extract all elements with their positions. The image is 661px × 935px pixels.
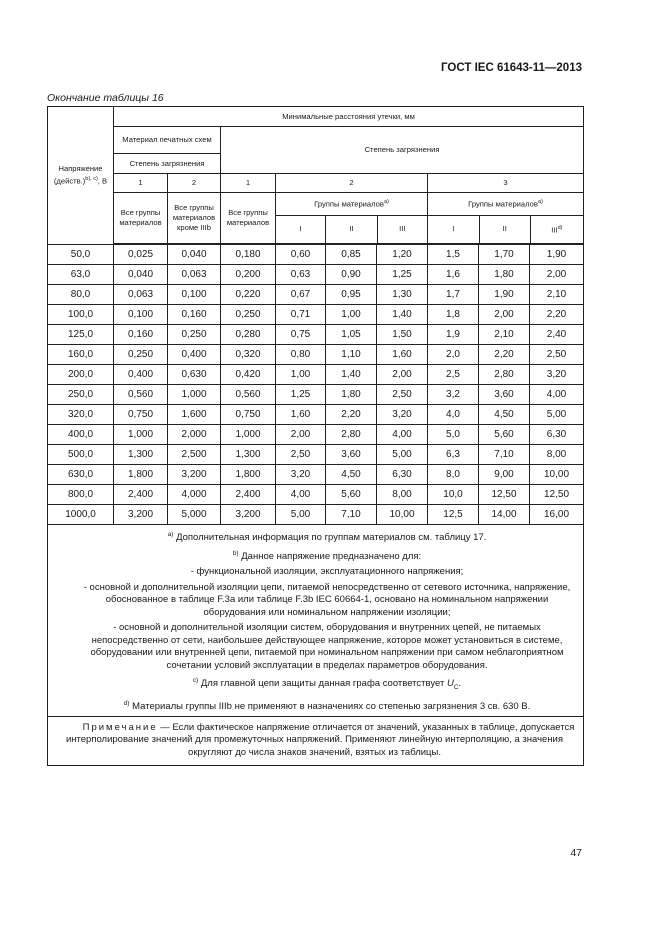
value-cell: 0,90 (326, 265, 377, 285)
value-cell: 2,400 (114, 485, 168, 505)
min-creepage-header: Минимальные расстояния утечки, мм (114, 107, 584, 127)
value-cell: 7,10 (326, 505, 377, 525)
value-cell: 0,85 (326, 244, 377, 265)
value-cell: 1,60 (276, 405, 326, 425)
value-cell: 1,30 (377, 285, 428, 305)
footnotes-cell (48, 525, 584, 717)
value-cell: 1,8 (428, 305, 479, 325)
value-cell: 2,5 (428, 365, 479, 385)
voltage-cell: 160,0 (48, 345, 114, 365)
value-cell: 12,5 (428, 505, 479, 525)
voltage-cell: 500,0 (48, 445, 114, 465)
value-cell: 2,50 (276, 445, 326, 465)
value-cell: 7,10 (479, 445, 530, 465)
value-cell: 8,00 (530, 445, 584, 465)
material-groups-deg2: Группы материалов$^{a)}$ I II III (276, 193, 428, 245)
voltage-cell: 100,0 (48, 305, 114, 325)
value-cell: 0,60 (276, 244, 326, 265)
value-cell: 10,00 (530, 465, 584, 485)
value-cell: 0,160 (114, 325, 168, 345)
value-cell: 1,10 (326, 345, 377, 365)
creepage-table (47, 106, 584, 766)
table-row (48, 365, 584, 385)
voltage-cell: 320,0 (48, 405, 114, 425)
pcb-degree-1: 1 (114, 174, 168, 193)
table-row (48, 305, 584, 325)
value-cell: 2,00 (530, 265, 584, 285)
value-cell: 0,040 (114, 265, 168, 285)
value-cell: 2,00 (276, 425, 326, 445)
value-cell: 2,400 (221, 485, 276, 505)
value-cell: 10,00 (377, 505, 428, 525)
value-cell: 0,100 (168, 285, 221, 305)
value-cell: 0,630 (168, 365, 221, 385)
value-cell: 1,20 (377, 244, 428, 265)
value-cell: 6,30 (377, 465, 428, 485)
footnote-b1: - функциональной изоляции, эксплуатационного напряжения; (190, 566, 464, 578)
value-cell: 2,50 (377, 385, 428, 405)
degree-1: 1 (221, 174, 276, 193)
table-header (48, 107, 584, 245)
value-cell: 0,750 (114, 405, 168, 425)
table-row (48, 505, 584, 525)
value-cell: 1,9 (428, 325, 479, 345)
value-cell: 0,250 (221, 305, 276, 325)
table-row (48, 244, 584, 265)
value-cell: 0,100 (114, 305, 168, 325)
table-row (48, 385, 584, 405)
value-cell: 4,00 (530, 385, 584, 405)
voltage-cell: 1000,0 (48, 505, 114, 525)
value-cell: 0,280 (221, 325, 276, 345)
value-cell: 3,2 (428, 385, 479, 405)
standard-designation: ГОСТ IEC 61643-11—2013 (441, 62, 582, 74)
pcb-pollution-degree-header: Степень загрязнения (114, 154, 221, 174)
value-cell: 1,00 (326, 305, 377, 325)
value-cell: 0,95 (326, 285, 377, 305)
value-cell: 5,00 (276, 505, 326, 525)
voltage-cell: 250,0 (48, 385, 114, 405)
pcb-all-materials-except: Все группы материалов кроме IIIb (168, 193, 221, 245)
value-cell: 1,600 (168, 405, 221, 425)
pcb-material-header: Материал печатных схем (114, 127, 221, 154)
value-cell: 2,50 (530, 345, 584, 365)
value-cell: 5,60 (326, 485, 377, 505)
value-cell: 2,0 (428, 345, 479, 365)
value-cell: 3,60 (479, 385, 530, 405)
value-cell: 5,00 (530, 405, 584, 425)
value-cell: 2,10 (479, 325, 530, 345)
value-cell: 1,800 (221, 465, 276, 485)
voltage-cell: 80,0 (48, 285, 114, 305)
value-cell: 0,250 (114, 345, 168, 365)
value-cell: 3,20 (377, 405, 428, 425)
value-cell: 1,80 (479, 265, 530, 285)
value-cell: 10,0 (428, 485, 479, 505)
value-cell: 5,00 (377, 445, 428, 465)
value-cell: 1,70 (479, 244, 530, 265)
table-row (48, 265, 584, 285)
footnote-b2: - основной и дополнительной изоляции цепи, питаемой непосредственно от сетевого источника, напряжение, обоснованное в таблице F.3a или таблице F.3b IEC 60664-1, основано на номинальном напряжении оборудования или номинальном напряжении изоляции; (83, 581, 571, 618)
pcb-all-materials-1: Все группы материалов (114, 193, 168, 245)
degree-3: 3 (428, 174, 584, 193)
value-cell: 3,200 (221, 505, 276, 525)
value-cell: 1,90 (530, 244, 584, 265)
table-row (48, 285, 584, 305)
value-cell: 5,000 (168, 505, 221, 525)
value-cell: 2,80 (479, 365, 530, 385)
value-cell: 9,00 (479, 465, 530, 485)
value-cell: 1,25 (377, 265, 428, 285)
value-cell: 1,000 (221, 425, 276, 445)
value-cell: 2,40 (530, 325, 584, 345)
value-cell: 0,063 (114, 285, 168, 305)
value-cell: 1,000 (114, 425, 168, 445)
value-cell: 3,20 (530, 365, 584, 385)
note-cell (48, 716, 584, 766)
value-cell: 1,40 (377, 305, 428, 325)
voltage-cell: 630,0 (48, 465, 114, 485)
value-cell: 1,300 (221, 445, 276, 465)
value-cell: 12,50 (530, 485, 584, 505)
value-cell: 3,200 (168, 465, 221, 485)
footnote-d: $^{d)}$ Материалы группы IIIb не применяют в назначениях со степенью загрязнения 3 св. 630 В. (123, 699, 531, 713)
note-text: — Если фактическое напряжение отличается от значений, указанных в таблице, допускается интерполирование значений для промежуточных напряжений. Применяют линейную интерполяцию, а значения округляют до числа знаков значений, взятых из таблицы. (65, 721, 575, 758)
footnote-c: $^{c)}$ Для главной цепи защиты данная графа соответствует $U_C$. (192, 677, 462, 692)
value-cell: 1,50 (377, 325, 428, 345)
voltage-cell: 125,0 (48, 325, 114, 345)
value-cell: 3,20 (276, 465, 326, 485)
value-cell: 4,00 (377, 425, 428, 445)
value-cell: 1,80 (326, 385, 377, 405)
value-cell: 14,00 (479, 505, 530, 525)
value-cell: 6,3 (428, 445, 479, 465)
value-cell: 1,05 (326, 325, 377, 345)
footnote-b: $^{b)}$ Данное напряжение предназначено для: (232, 549, 422, 562)
value-cell: 0,025 (114, 244, 168, 265)
value-cell: 1,40 (326, 365, 377, 385)
value-cell: 2,80 (326, 425, 377, 445)
note-label: Примечание (82, 721, 158, 733)
value-cell: 4,50 (479, 405, 530, 425)
value-cell: 0,040 (168, 244, 221, 265)
value-cell: 4,000 (168, 485, 221, 505)
voltage-cell: 400,0 (48, 425, 114, 445)
value-cell: 5,60 (479, 425, 530, 445)
value-cell: 3,200 (114, 505, 168, 525)
table-body (48, 244, 584, 525)
value-cell: 0,750 (221, 405, 276, 425)
value-cell: 0,67 (276, 285, 326, 305)
table-row (48, 445, 584, 465)
value-cell: 0,560 (221, 385, 276, 405)
table-row (48, 325, 584, 345)
value-cell: 0,71 (276, 305, 326, 325)
voltage-cell: 200,0 (48, 365, 114, 385)
value-cell: 1,5 (428, 244, 479, 265)
value-cell: 2,20 (326, 405, 377, 425)
voltage-header: Напряжение (действ.)$^{b), c)}$, В (48, 107, 114, 245)
value-cell: 1,00 (276, 365, 326, 385)
table-row (48, 425, 584, 445)
value-cell: 1,90 (479, 285, 530, 305)
value-cell: 0,200 (221, 265, 276, 285)
value-cell: 8,00 (377, 485, 428, 505)
footnote-b3: - основной и дополнительной изоляции систем, оборудования и внутренних цепей, не питаемых непосредственно от сети, наибольшее действующее напряжение, которое может установиться в системе, оборудовании или внутренней цепи, питаемой при номинальном напряжении при самом неблагоприятном сочетании условий эксплуатации в пределах параметров оборудования. (90, 622, 564, 671)
value-cell: 4,50 (326, 465, 377, 485)
value-cell: 0,160 (168, 305, 221, 325)
value-cell: 2,20 (530, 305, 584, 325)
voltage-cell: 50,0 (48, 244, 114, 265)
value-cell: 4,00 (276, 485, 326, 505)
value-cell: 1,300 (114, 445, 168, 465)
value-cell: 2,000 (168, 425, 221, 445)
voltage-cell: 800,0 (48, 485, 114, 505)
value-cell: 12,50 (479, 485, 530, 505)
value-cell: 0,63 (276, 265, 326, 285)
value-cell: 2,10 (530, 285, 584, 305)
value-cell: 0,220 (221, 285, 276, 305)
value-cell: 2,500 (168, 445, 221, 465)
value-cell: 6,30 (530, 425, 584, 445)
value-cell: 16,00 (530, 505, 584, 525)
value-cell: 5,0 (428, 425, 479, 445)
value-cell: 0,250 (168, 325, 221, 345)
all-materials-1: Все группы материалов (221, 193, 276, 245)
table-footnotes (48, 525, 584, 766)
value-cell: 8,0 (428, 465, 479, 485)
footnote-a: $^{a)}$ Дополнительная информация по группам материалов см. таблицу 17. (167, 531, 487, 544)
value-cell: 0,400 (168, 345, 221, 365)
value-cell: 0,063 (168, 265, 221, 285)
material-groups-deg3: Группы материалов$^{a)}$ I II III$^{d)}$ (428, 193, 584, 245)
value-cell: 0,320 (221, 345, 276, 365)
pollution-degree-header: Степень загрязнения (221, 127, 584, 174)
value-cell: 1,000 (168, 385, 221, 405)
value-cell: 0,180 (221, 244, 276, 265)
table-row (48, 485, 584, 505)
value-cell: 3,60 (326, 445, 377, 465)
value-cell: 1,800 (114, 465, 168, 485)
voltage-cell: 63,0 (48, 265, 114, 285)
value-cell: 1,7 (428, 285, 479, 305)
pcb-degree-2: 2 (168, 174, 221, 193)
page-number: 47 (570, 847, 582, 859)
value-cell: 0,400 (114, 365, 168, 385)
table-caption: Окончание таблицы 16 (47, 92, 164, 104)
value-cell: 0,80 (276, 345, 326, 365)
table-row (48, 345, 584, 365)
value-cell: 1,60 (377, 345, 428, 365)
value-cell: 1,6 (428, 265, 479, 285)
value-cell: 2,20 (479, 345, 530, 365)
table-row (48, 405, 584, 425)
degree-2: 2 (276, 174, 428, 193)
value-cell: 2,00 (377, 365, 428, 385)
value-cell: 4,0 (428, 405, 479, 425)
value-cell: 0,75 (276, 325, 326, 345)
value-cell: 0,560 (114, 385, 168, 405)
table-row (48, 465, 584, 485)
value-cell: 0,420 (221, 365, 276, 385)
value-cell: 2,00 (479, 305, 530, 325)
value-cell: 1,25 (276, 385, 326, 405)
